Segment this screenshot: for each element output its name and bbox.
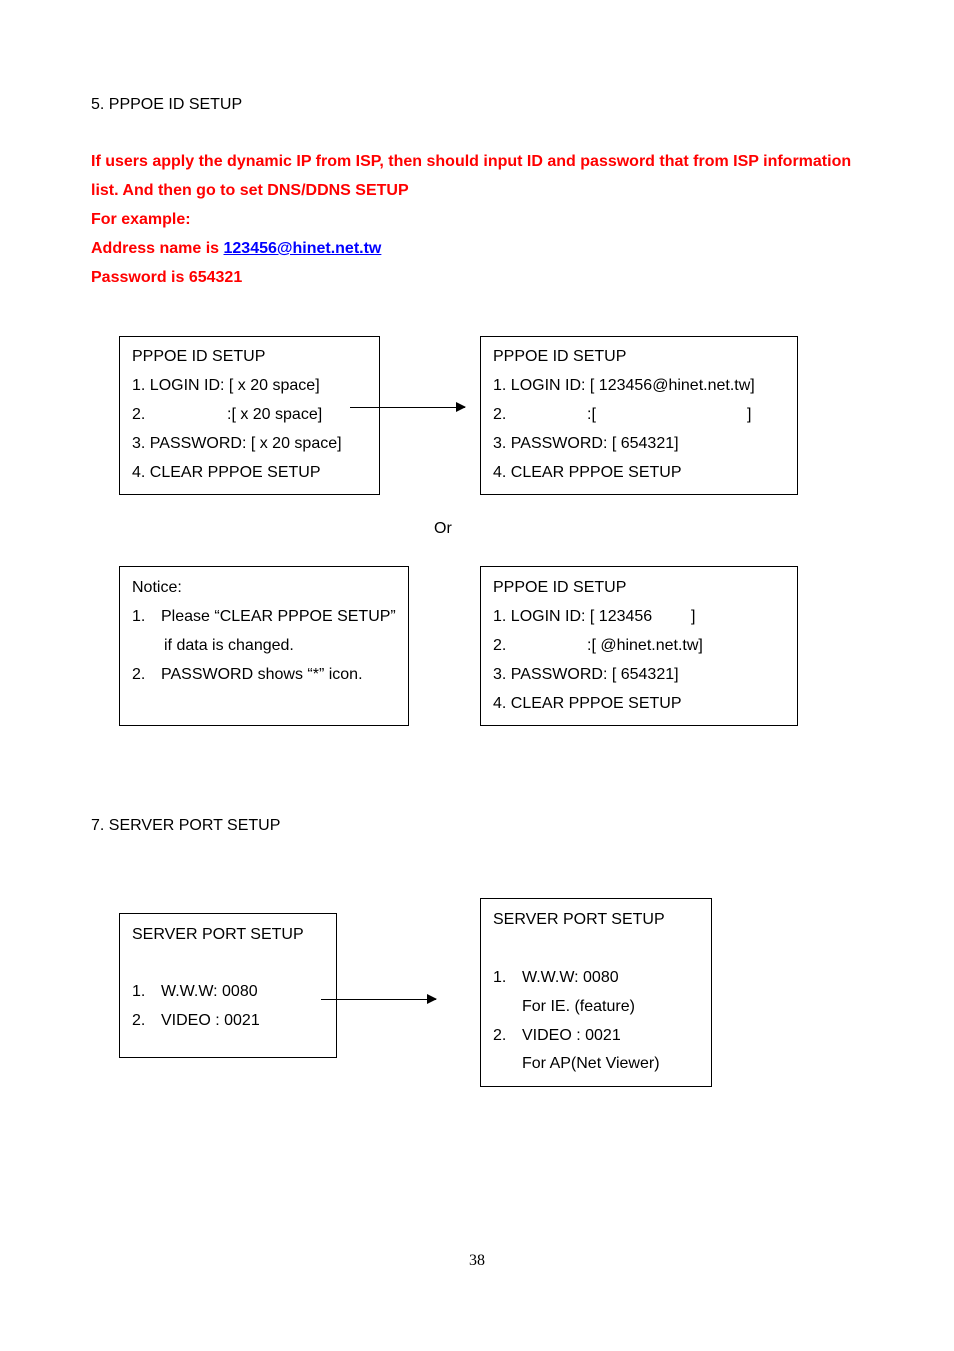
pppoe-setup-box-split bbox=[480, 566, 798, 726]
login-id-line: 1. LOGIN ID: [ 123456@hinet.net.tw] bbox=[493, 377, 755, 394]
box-title: SERVER PORT SETUP bbox=[132, 926, 304, 943]
pppoe-setup-box-default bbox=[119, 336, 380, 495]
or-label: Or bbox=[434, 520, 452, 537]
port-item-2-text: VIDEO : 0021 bbox=[522, 1027, 621, 1044]
line-2-number: 2. bbox=[493, 406, 507, 423]
port-item-2-number: 2. bbox=[132, 1012, 146, 1029]
port-item-1-note: For IE. (feature) bbox=[522, 998, 635, 1015]
pppoe-setup-box-filled bbox=[480, 336, 798, 495]
note-line-3: For example: bbox=[91, 211, 191, 228]
login-id-line: 1. LOGIN ID: [ 123456 bbox=[493, 608, 653, 625]
box-title: PPPOE ID SETUP bbox=[493, 348, 627, 365]
clear-setup-line: 4. CLEAR PPPOE SETUP bbox=[493, 695, 682, 712]
server-port-box-described bbox=[480, 898, 712, 1087]
port-item-2-text: VIDEO : 0021 bbox=[161, 1012, 260, 1029]
notice-item-1-text: Please “CLEAR PPPOE SETUP” bbox=[161, 608, 396, 625]
page-number: 38 bbox=[469, 1252, 485, 1269]
notice-item-1-continued: if data is changed. bbox=[164, 637, 294, 654]
notice-item-2-text: PASSWORD shows “*” icon. bbox=[161, 666, 363, 683]
arrow-right-icon bbox=[321, 999, 436, 1000]
note-line-4 bbox=[91, 239, 381, 259]
box-title: PPPOE ID SETUP bbox=[493, 579, 627, 596]
section-title-pppoe: 5. PPPOE ID SETUP bbox=[91, 96, 243, 113]
login-id-line: 1. LOGIN ID: [ x 20 space] bbox=[132, 377, 320, 394]
email-link[interactable]: 123456@hinet.net.tw bbox=[223, 240, 382, 257]
notice-item-2-number: 2. bbox=[132, 666, 146, 683]
port-item-1-text: W.W.W: 0080 bbox=[522, 969, 619, 986]
line-2-open: :[ bbox=[587, 406, 596, 423]
login-id-close: ] bbox=[691, 608, 696, 625]
line-2-value: :[ @hinet.net.tw] bbox=[587, 637, 703, 654]
password-line: 3. PASSWORD: [ 654321] bbox=[493, 666, 679, 683]
box-title: PPPOE ID SETUP bbox=[132, 348, 266, 365]
clear-setup-line: 4. CLEAR PPPOE SETUP bbox=[493, 464, 682, 481]
port-item-1-number: 1. bbox=[132, 983, 146, 1000]
note-line-5: Password is 654321 bbox=[91, 269, 243, 286]
port-item-1-number: 1. bbox=[493, 969, 507, 986]
server-port-box-default bbox=[119, 913, 337, 1058]
line-2-close: ] bbox=[747, 406, 752, 423]
notice-title: Notice: bbox=[132, 579, 182, 596]
clear-setup-line: 4. CLEAR PPPOE SETUP bbox=[132, 464, 321, 481]
port-item-2-number: 2. bbox=[493, 1027, 507, 1044]
password-line: 3. PASSWORD: [ 654321] bbox=[493, 435, 679, 452]
line-2-number: 2. bbox=[493, 637, 507, 654]
password-line: 3. PASSWORD: [ x 20 space] bbox=[132, 435, 342, 452]
box-title: SERVER PORT SETUP bbox=[493, 911, 665, 928]
note-line-1: If users apply the dynamic IP from ISP, then should input ID and password that from ISP information bbox=[91, 153, 852, 170]
address-label: Address name is bbox=[91, 240, 224, 257]
note-line-2: list. And then go to set DNS/DDNS SETUP bbox=[91, 182, 409, 199]
notice-box bbox=[119, 566, 409, 726]
notice-item-1-number: 1. bbox=[132, 608, 146, 625]
arrow-right-icon bbox=[350, 407, 465, 408]
line-2-number: 2. bbox=[132, 406, 146, 423]
port-item-1-text: W.W.W: 0080 bbox=[161, 983, 258, 1000]
port-item-2-note: For AP(Net Viewer) bbox=[522, 1055, 660, 1072]
line-2-value: :[ x 20 space] bbox=[227, 406, 323, 423]
section-title-server-port: 7. SERVER PORT SETUP bbox=[91, 817, 281, 834]
